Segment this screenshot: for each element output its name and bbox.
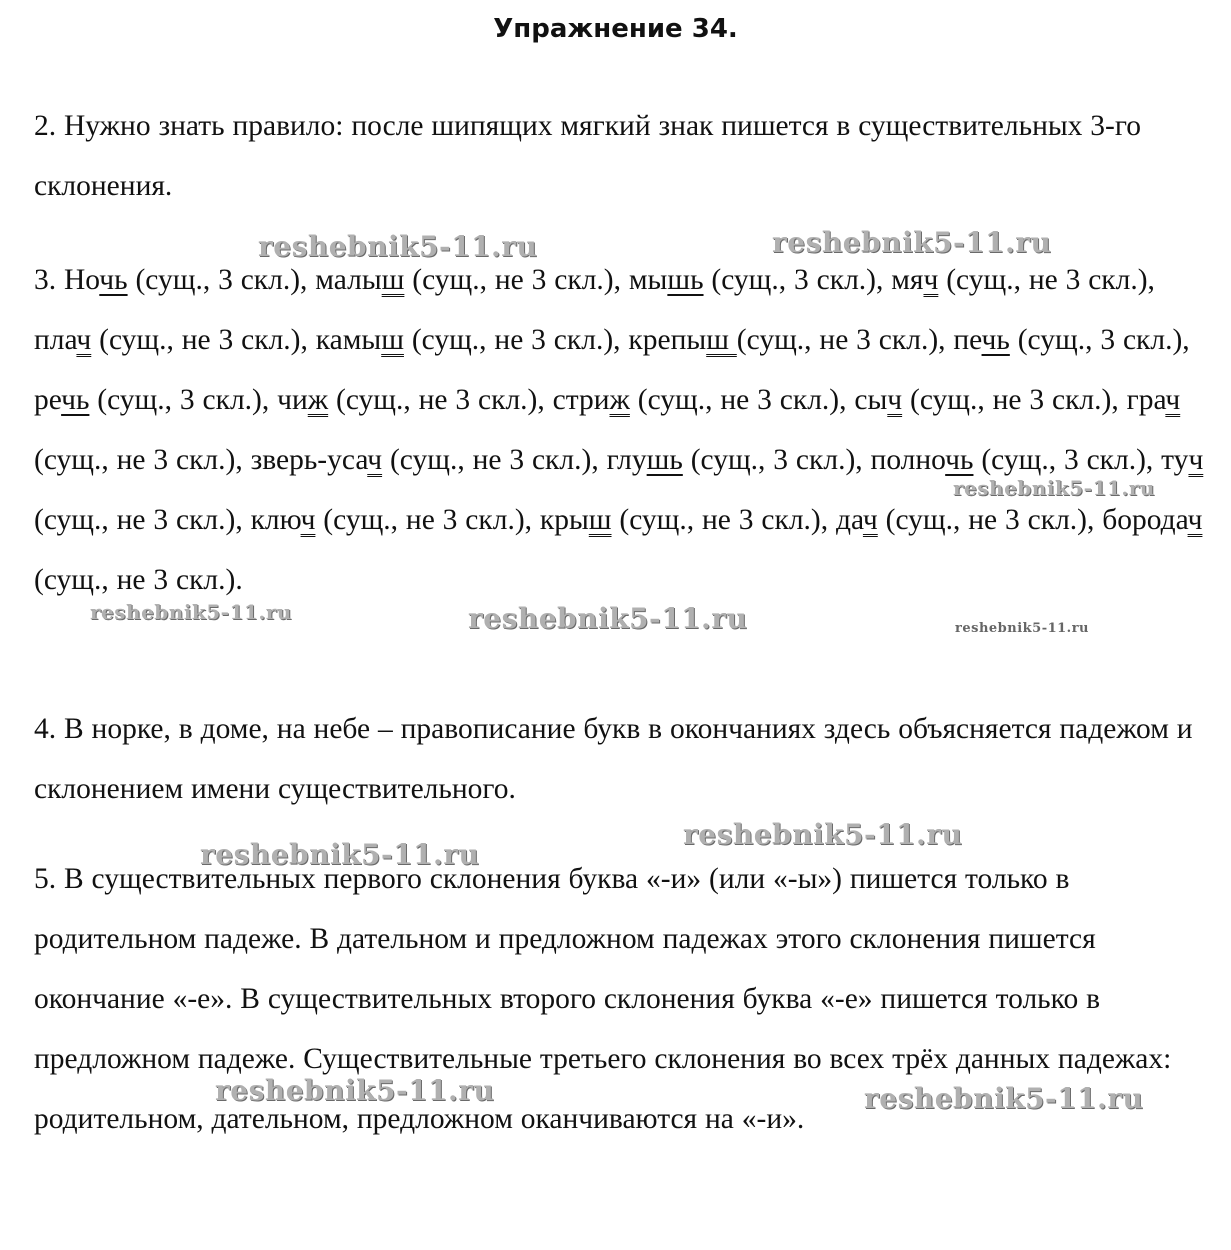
text-segment: (сущ., 3 скл.), ре (34, 324, 1190, 416)
text-segment: (сущ., не 3 скл.), пе (736, 324, 982, 356)
text-segment: (сущ., 3 скл.), чи (89, 384, 308, 416)
paragraph-5: 5. В существительных первого склонения буква «-и» (или «-ы») пишется только в родительном падеже. В дательном и предложном падежах этого склонения пишется окончание «-е». В существительных второго склонения буква «-е» пишется только в предложном падеже. Существительные третьего склонения во всех трёх данных падежах: родительном, дательном, предложном оканчиваются на «-и». (34, 863, 1172, 1135)
text-segment: (сущ., не 3 скл.), да (611, 504, 863, 536)
watermark: reshebnik5-11.ru (955, 621, 1090, 636)
text-segment: (сущ., не 3 скл.). (34, 564, 243, 596)
underlined-letters: ч (367, 444, 383, 476)
underlined-letters: чь (945, 444, 974, 476)
text-segment: (сущ., не 3 скл.), кры (315, 504, 589, 536)
text-segment: (сущ., не 3 скл.), камы (91, 324, 382, 356)
underlined-letters: ч (300, 504, 316, 536)
text-segment: (сущ., не 3 скл.), сы (629, 384, 888, 416)
underlined-letters: ч (887, 384, 903, 416)
watermark: reshebnik5-11.ru (200, 838, 480, 871)
watermark: reshebnik5-11.ru (90, 600, 292, 624)
watermark: reshebnik5-11.ru (468, 602, 748, 635)
paragraph-4: 4. В норке, в доме, на небе – правописание букв в окончаниях здесь объясняется падежом и склонением имени существительного. (34, 713, 1193, 805)
text-segment: (сущ., не 3 скл.), стри (328, 384, 610, 416)
paragraph-2: 2. Нужно знать правило: после шипящих мягкий знак пишется в существительных 3-го склонения. (34, 110, 1141, 202)
text-segment: (сущ., не 3 скл.), клю (34, 504, 301, 536)
underlined-letters: чь (99, 264, 128, 296)
text-segment: (сущ., 3 скл.), полно (682, 444, 946, 476)
underlined-letters: ж (307, 384, 329, 416)
watermark: reshebnik5-11.ru (864, 1082, 1144, 1115)
underlined-letters: ч (862, 504, 878, 536)
text-segment: (сущ., не 3 скл.), крепы (403, 324, 707, 356)
underlined-letters: ж (609, 384, 630, 416)
underlined-letters: ч (1187, 504, 1203, 536)
text-segment: (сущ., 3 скл.), ту (973, 444, 1189, 476)
underlined-letters: шь (646, 444, 683, 476)
text-segment: (сущ., 3 скл.), малы (127, 264, 382, 296)
underlined-letters: ч (1165, 384, 1181, 416)
text-segment: (сущ., не 3 скл.), глу (382, 444, 647, 476)
underlined-letters: чь (981, 324, 1010, 356)
watermark: reshebnik5-11.ru (258, 230, 538, 263)
text-segment: (сущ., не 3 скл.), пла (34, 264, 1155, 356)
text-segment: (сущ., не 3 скл.), зверь-уса (34, 444, 368, 476)
text-segment: 3. Но (34, 264, 100, 296)
text-segment: (сущ., не 3 скл.), гра (902, 384, 1166, 416)
underlined-letters: ш (706, 324, 737, 356)
exercise-title: Упражнение 34. (493, 14, 738, 44)
underlined-letters: ч (923, 264, 939, 296)
text-segment: (сущ., не 3 скл.), борода (877, 504, 1188, 536)
watermark: reshebnik5-11.ru (683, 818, 963, 851)
underlined-letters: ш (381, 264, 405, 296)
paragraph-3 (34, 250, 1204, 610)
text-segment: (сущ., 3 скл.), мя (703, 264, 924, 296)
watermark: reshebnik5-11.ru (953, 476, 1155, 500)
text-segment: (сущ., не 3 скл.), мы (404, 264, 668, 296)
underlined-letters: ш (588, 504, 612, 536)
underlined-letters: ч (1188, 444, 1204, 476)
underlined-letters: чь (61, 384, 90, 416)
watermark: reshebnik5-11.ru (215, 1074, 495, 1107)
underlined-letters: ч (76, 324, 92, 356)
underlined-letters: шь (667, 264, 704, 296)
watermark: reshebnik5-11.ru (772, 226, 1052, 259)
underlined-letters: ш (381, 324, 404, 356)
